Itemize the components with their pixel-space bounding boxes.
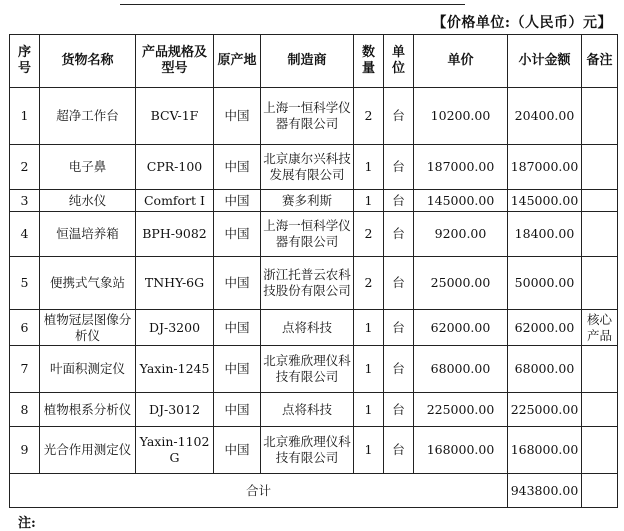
- cell-subtotal: 225000.00: [508, 393, 582, 427]
- header-row: [10, 35, 618, 88]
- cell-subtotal: 20400.00: [508, 88, 582, 145]
- header-maker: 制造商: [261, 35, 354, 88]
- cell-price: 62000.00: [414, 310, 508, 346]
- cell-no: 4: [10, 212, 40, 257]
- footnote-label: 注:: [18, 516, 36, 531]
- cell-origin: 中国: [214, 212, 261, 257]
- cell-unit: 台: [384, 88, 414, 145]
- table-row: [10, 393, 618, 427]
- cell-no: 7: [10, 346, 40, 393]
- cell-origin: 中国: [214, 310, 261, 346]
- cell-unit: 台: [384, 145, 414, 190]
- cell-model: DJ-3012: [136, 393, 214, 427]
- cell-no: 1: [10, 88, 40, 145]
- title-underline: [120, 0, 465, 5]
- cell-unit: 台: [384, 310, 414, 346]
- table-row: [10, 88, 618, 145]
- cell-subtotal: 168000.00: [508, 427, 582, 474]
- cell-price: 145000.00: [414, 190, 508, 212]
- cell-subtotal: 145000.00: [508, 190, 582, 212]
- cell-note: [582, 145, 618, 190]
- cell-maker: 赛多利斯: [261, 190, 354, 212]
- table-row: [10, 190, 618, 212]
- cell-name: 纯水仪: [40, 190, 136, 212]
- table-row: [10, 346, 618, 393]
- cell-price: 225000.00: [414, 393, 508, 427]
- cell-qty: 2: [354, 257, 384, 310]
- header-no: 序号: [10, 35, 40, 88]
- cell-note: [582, 257, 618, 310]
- total-label: 合计: [10, 474, 508, 508]
- cell-origin: 中国: [214, 88, 261, 145]
- cell-price: 168000.00: [414, 427, 508, 474]
- table-row: [10, 310, 618, 346]
- table-row: [10, 427, 618, 474]
- table-row: [10, 257, 618, 310]
- cell-name: 便携式气象站: [40, 257, 136, 310]
- cell-price: 10200.00: [414, 88, 508, 145]
- cell-model: Yaxin-1245: [136, 346, 214, 393]
- header-note: 备注: [582, 35, 618, 88]
- cell-unit: 台: [384, 212, 414, 257]
- cell-note-core-product: 核心产品: [582, 310, 618, 346]
- total-note-empty: [582, 474, 618, 508]
- cell-model: BPH-9082: [136, 212, 214, 257]
- cell-name: 植物冠层图像分析仪: [40, 310, 136, 346]
- cell-maker: 上海一恒科学仪器有限公司: [261, 212, 354, 257]
- cell-unit: 台: [384, 427, 414, 474]
- cell-qty: 1: [354, 346, 384, 393]
- header-subtotal: 小计金额: [508, 35, 582, 88]
- header-qty: 数量: [354, 35, 384, 88]
- header-origin: 原产地: [214, 35, 261, 88]
- cell-origin: 中国: [214, 393, 261, 427]
- cell-subtotal: 18400.00: [508, 212, 582, 257]
- cell-qty: 1: [354, 145, 384, 190]
- cell-no: 9: [10, 427, 40, 474]
- cell-price: 187000.00: [414, 145, 508, 190]
- cell-subtotal: 50000.00: [508, 257, 582, 310]
- cell-note: [582, 427, 618, 474]
- header-name: 货物名称: [40, 35, 136, 88]
- cell-note: [582, 88, 618, 145]
- header-price: 单价: [414, 35, 508, 88]
- cell-maker: 北京康尔兴科技发展有限公司: [261, 145, 354, 190]
- cell-model: Comfort I: [136, 190, 214, 212]
- cell-name: 植物根系分析仪: [40, 393, 136, 427]
- total-row: [10, 474, 618, 508]
- cell-unit: 台: [384, 257, 414, 310]
- cell-unit: 台: [384, 393, 414, 427]
- cell-origin: 中国: [214, 427, 261, 474]
- cell-maker: 北京雅欣理仪科技有限公司: [261, 427, 354, 474]
- cell-maker: 点将科技: [261, 393, 354, 427]
- cell-qty: 1: [354, 310, 384, 346]
- cell-model: DJ-3200: [136, 310, 214, 346]
- cell-qty: 2: [354, 88, 384, 145]
- cell-maker: 北京雅欣理仪科技有限公司: [261, 346, 354, 393]
- cell-name: 恒温培养箱: [40, 212, 136, 257]
- cell-maker: 浙江托普云农科技股份有限公司: [261, 257, 354, 310]
- cell-model: BCV-1F: [136, 88, 214, 145]
- table-row: [10, 145, 618, 190]
- cell-price: 25000.00: [414, 257, 508, 310]
- cell-origin: 中国: [214, 145, 261, 190]
- cell-no: 6: [10, 310, 40, 346]
- price-unit-note: 【价格单位:（人民币）元】: [432, 15, 612, 31]
- cell-subtotal: 187000.00: [508, 145, 582, 190]
- cell-name: 叶面积测定仪: [40, 346, 136, 393]
- cell-origin: 中国: [214, 190, 261, 212]
- cell-origin: 中国: [214, 257, 261, 310]
- cell-unit: 台: [384, 346, 414, 393]
- cell-origin: 中国: [214, 346, 261, 393]
- cell-name: 光合作用测定仪: [40, 427, 136, 474]
- cell-no: 5: [10, 257, 40, 310]
- cell-qty: 1: [354, 190, 384, 212]
- cell-note: [582, 393, 618, 427]
- cell-subtotal: 68000.00: [508, 346, 582, 393]
- cell-name: 电子鼻: [40, 145, 136, 190]
- header-model: 产品规格及型号: [136, 35, 214, 88]
- cell-unit: 台: [384, 190, 414, 212]
- cell-price: 9200.00: [414, 212, 508, 257]
- goods-price-table: [9, 34, 618, 508]
- cell-note: [582, 346, 618, 393]
- cell-name: 超净工作台: [40, 88, 136, 145]
- table-row: [10, 212, 618, 257]
- cell-note: [582, 190, 618, 212]
- cell-maker: 点将科技: [261, 310, 354, 346]
- cell-note: [582, 212, 618, 257]
- cell-subtotal: 62000.00: [508, 310, 582, 346]
- cell-qty: 1: [354, 393, 384, 427]
- cell-no: 3: [10, 190, 40, 212]
- cell-qty: 2: [354, 212, 384, 257]
- cell-maker: 上海一恒科学仪器有限公司: [261, 88, 354, 145]
- cell-price: 68000.00: [414, 346, 508, 393]
- header-unit: 单位: [384, 35, 414, 88]
- cell-model: CPR-100: [136, 145, 214, 190]
- total-value: 943800.00: [508, 474, 582, 508]
- cell-model: TNHY-6G: [136, 257, 214, 310]
- cell-model: Yaxin-1102G: [136, 427, 214, 474]
- cell-qty: 1: [354, 427, 384, 474]
- cell-no: 2: [10, 145, 40, 190]
- cell-no: 8: [10, 393, 40, 427]
